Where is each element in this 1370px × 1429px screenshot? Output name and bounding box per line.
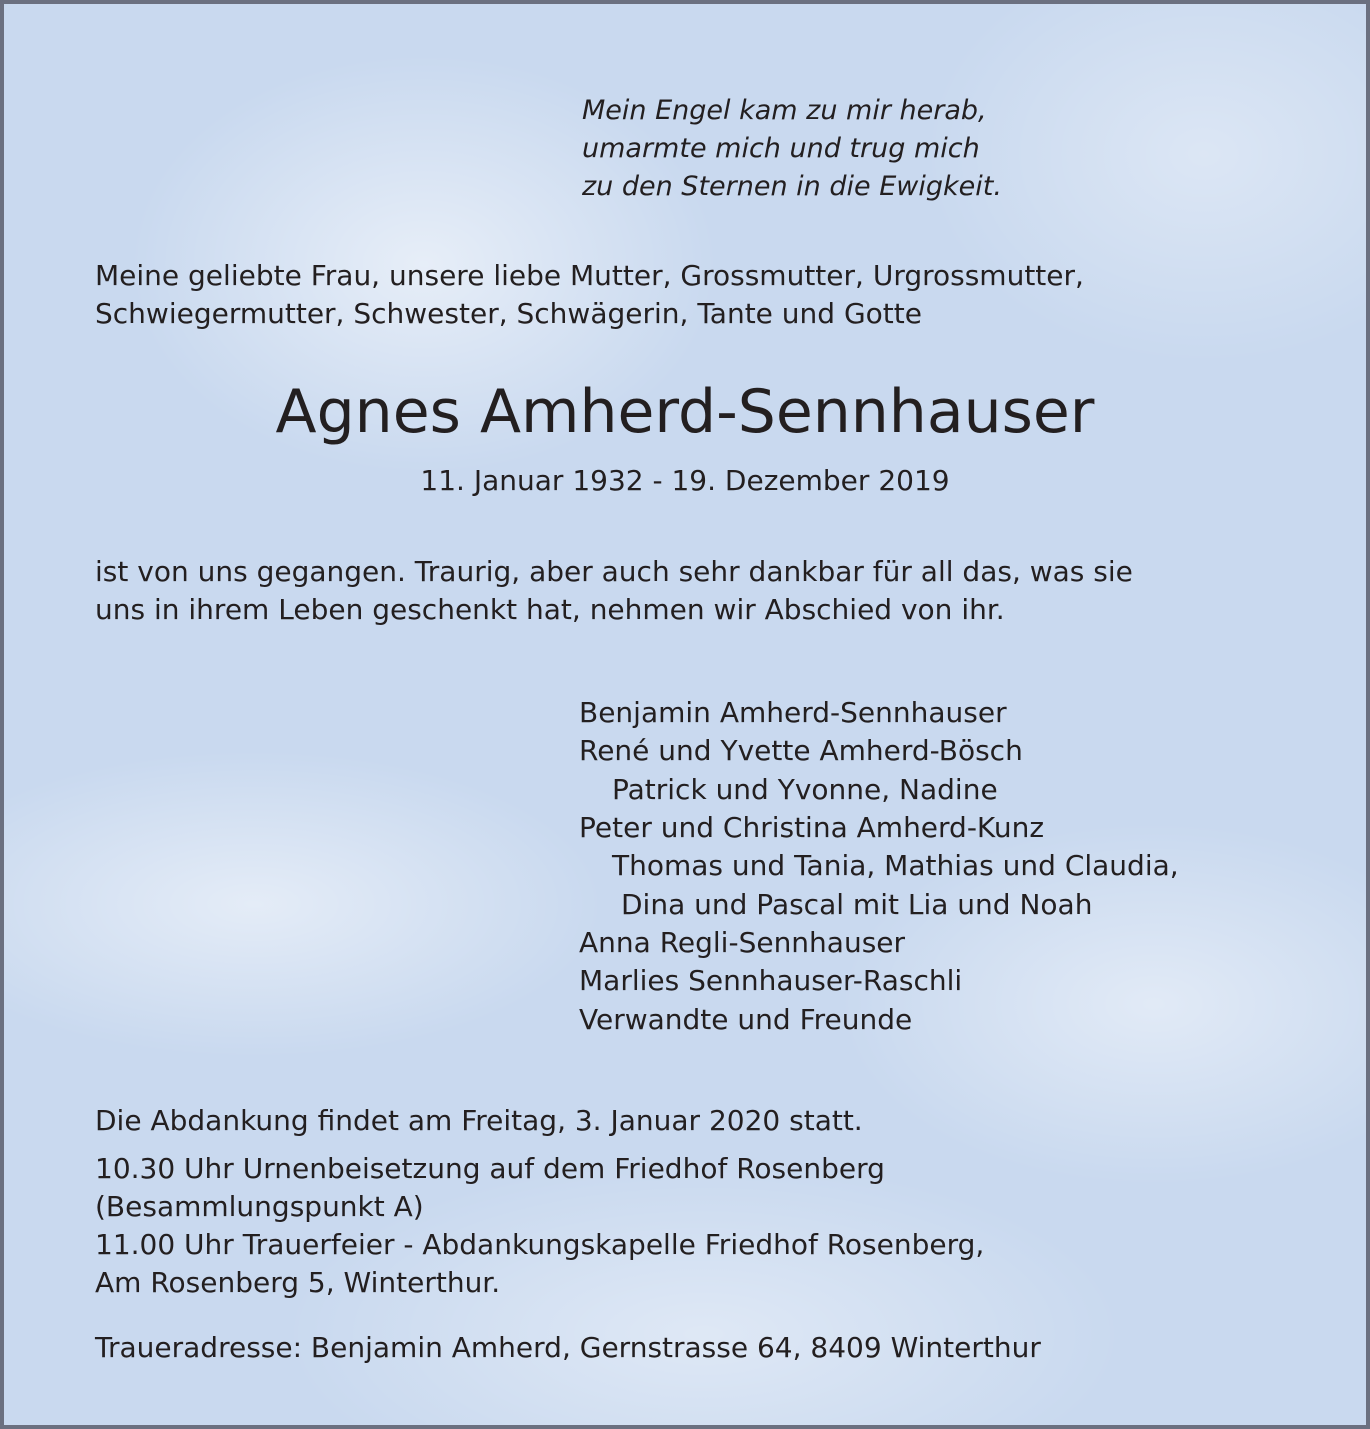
mourner: René und Yvette Amherd-Bösch [579, 734, 1023, 767]
service-detail: 10.30 Uhr Urnenbeisetzung auf dem Friedhof Rosenberg [95, 1152, 885, 1185]
service-announcement: Die Abdankung findet am Freitag, 3. Januar 2020 statt. [95, 1104, 863, 1137]
mourner: Anna Regli-Sennhauser [579, 926, 906, 959]
service-detail: 11.00 Uhr Trauerfeier - Abdankungskapelle Friedhof Rosenberg, [95, 1228, 985, 1261]
mourning-address: Traueradresse: Benjamin Amherd, Gernstrasse 64, 8409 Winterthur [95, 1331, 1041, 1364]
life-dates: 11. Januar 1932 - 19. Dezember 2019 [420, 464, 950, 497]
mourner: Marlies Sennhauser-Raschli [579, 964, 963, 997]
poem-line: Mein Engel kam zu mir herab, [582, 95, 987, 126]
intro-line: Meine geliebte Frau, unsere liebe Mutter, Grossmutter, Urgrossmutter, [95, 259, 1084, 292]
poem-line: umarmte mich und trug mich [582, 133, 980, 164]
mourner: Peter und Christina Amherd-Kunz [579, 811, 1045, 844]
service-detail: Am Rosenberg 5, Winterthur. [95, 1266, 501, 1299]
deceased-name: Agnes Amherd-Sennhauser [275, 377, 1095, 447]
service-detail: (Besammlungspunkt A) [95, 1190, 424, 1223]
message-line: ist von uns gegangen. Traurig, aber auch sehr dankbar für all das, was sie [95, 555, 1133, 588]
message-line: uns in ihrem Leben geschenkt hat, nehmen wir Abschied von ihr. [95, 593, 1005, 626]
mourner: Patrick und Yvonne, Nadine [612, 773, 998, 806]
mourner: Verwandte und Freunde [579, 1003, 913, 1036]
mourner: Dina und Pascal mit Lia und Noah [621, 888, 1093, 921]
mourner: Benjamin Amherd-Sennhauser [579, 696, 1007, 729]
poem-line: zu den Sternen in die Ewigkeit. [582, 171, 1002, 202]
mourner: Thomas und Tania, Mathias und Claudia, [612, 849, 1179, 882]
intro-line: Schwiegermutter, Schwester, Schwägerin, Tante und Gotte [95, 297, 922, 330]
